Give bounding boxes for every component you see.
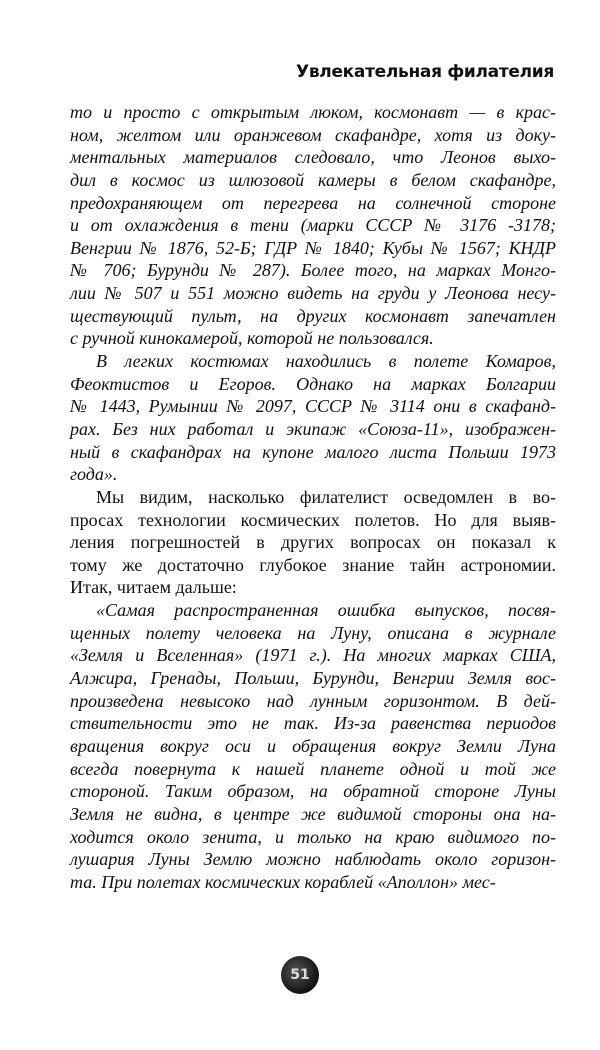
text-line: ствительности это не так. Из-за равенства периодов xyxy=(70,713,556,734)
paragraph xyxy=(70,599,556,893)
body-text xyxy=(70,101,556,893)
text-line: Алжира, Гренады, Польши, Бурунди, Венгрии Земля вос- xyxy=(70,668,556,689)
text-line: «Земля и Вселенная» (1971 г.). На многих марках США, xyxy=(70,645,556,666)
text-line: «Самая распространенная ошибка выпусков, посвя- xyxy=(96,600,556,621)
paragraph xyxy=(70,350,556,486)
text-line: ментальных материалов следовало, что Леонов выхо- xyxy=(70,147,556,168)
text-line: с ручной кинокамерой, которой не пользовался. xyxy=(70,328,434,349)
text-line: произведена невысоко над лунным горизонтом. В дей- xyxy=(70,690,556,711)
text-line: то и просто с открытым люком, космонавт — в крас- xyxy=(70,102,556,122)
text-line: тому же достаточно глубокое знание тайн астрономии. xyxy=(70,554,556,575)
text-line: ный в скафандрах на купоне малого листа Польши 1973 xyxy=(70,441,556,462)
text-line: ления погрешностей в других вопросах он показал к xyxy=(70,532,556,553)
text-line: стороной. Таким образом, на обратной стороне Луны xyxy=(70,781,556,802)
text-line: лушария Луны Землю можно наблюдать около горизон- xyxy=(70,849,556,870)
text-line: № 706; Бурунди № 287). Более того, на марках Монго- xyxy=(70,260,556,281)
text-line: предохраняющем от перегрева на солнечной стороне xyxy=(70,192,556,213)
text-line: дил в космос из шлюзовой камеры в белом скафандре, xyxy=(70,169,556,190)
text-line: В легких костюмах находились в полете Комаров, xyxy=(96,351,556,372)
paragraph xyxy=(70,101,556,350)
text-line: Венгрии № 1876, 52-Б; ГДР № 1840; Кубы № 1567; КНДР xyxy=(70,237,556,258)
page-number: 51 xyxy=(281,956,319,994)
text-line: ществующий пульт, на других космонавт запечатлен xyxy=(70,305,556,326)
text-line: Итак, читаем дальше: xyxy=(70,577,237,598)
running-header: Увлекательная филателия xyxy=(296,62,554,82)
paragraph xyxy=(70,486,556,599)
text-line: ном, желтом или оранжевом скафандре, хотя из доку- xyxy=(70,124,556,145)
text-line: ходится около зенита, и только на краю видимого по- xyxy=(70,826,556,847)
text-line: щенных полету человека на Луну, описана в журнале xyxy=(70,622,556,643)
text-line: лии № 507 и 551 можно видеть на груди у Леонова несу- xyxy=(70,283,556,304)
text-line: Феоктистов и Егоров. Однако на марках Болгарии xyxy=(70,373,556,394)
text-line: Земля не видна, в центре же видимой стороны она на- xyxy=(70,803,556,824)
text-line: вращения вокруг оси и обращения вокруг Земли Луна xyxy=(70,735,556,756)
text-line: № 1443, Румынии № 2097, СССР № 3114 они в скафанд- xyxy=(70,396,556,417)
text-line: года». xyxy=(70,464,118,485)
text-line: всегда повернута к нашей планете одной и той же xyxy=(70,758,556,779)
text-line: рах. Без них работал и экипаж «Союза-11», изображен- xyxy=(70,418,556,439)
text-line: просах технологии космических полетов. Но для выяв- xyxy=(70,509,556,530)
text-line: та. При полетах космических кораблей «Аполлон» мес- xyxy=(70,871,496,892)
text-line: Мы видим, насколько филателист осведомлен в во- xyxy=(96,486,556,507)
text-line: и от охлаждения в тени (марки СССР № 3176 -3178; xyxy=(70,215,556,236)
